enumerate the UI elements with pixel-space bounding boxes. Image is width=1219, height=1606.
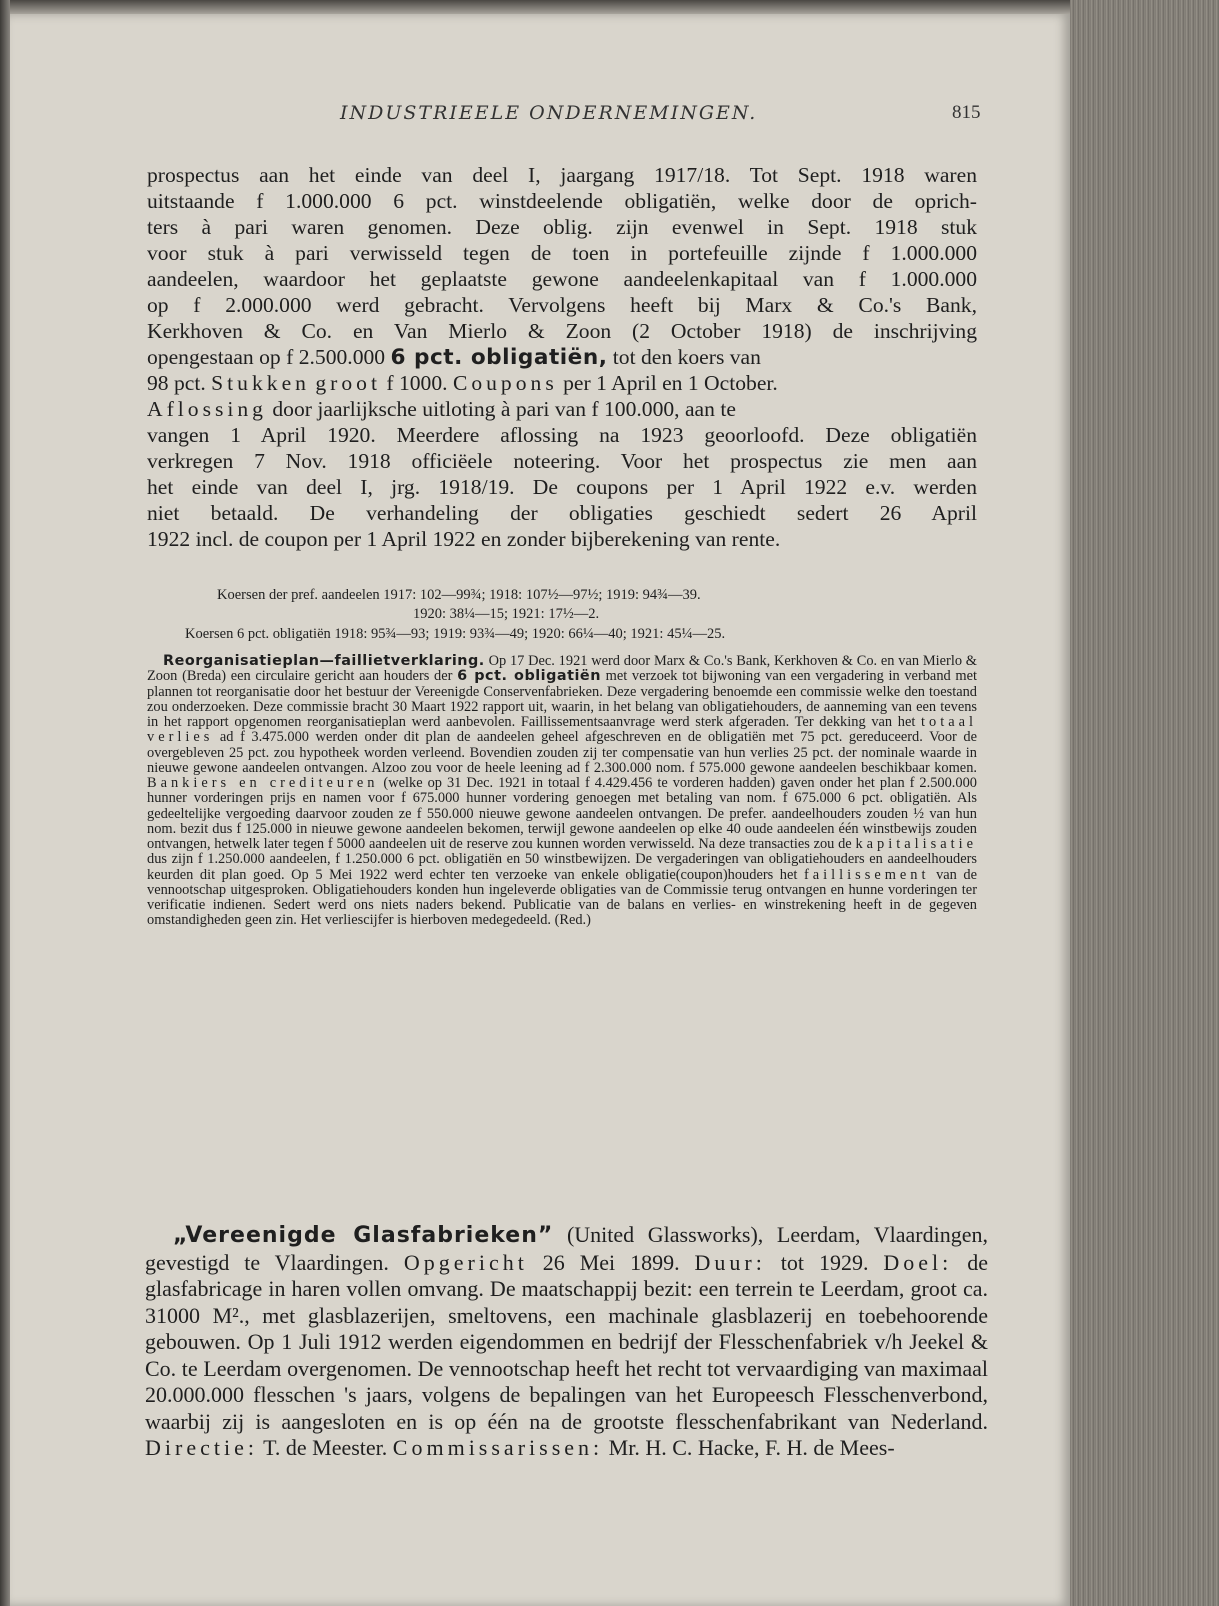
text-segment: van de vennootschap uitgesproken. Obligatiehouders konden hun ingeleverde obligaties van de Commissie terug ontvangen en hunne vorderingen ter verificatie indienen. Sedert werd ons niets naders bekend. Publicatie van de balans en verlies- en winstrekening heeft in de gegeven omstandigheden geen zin. Het verliescijfer is hierboven medegedeeld. (Red.): [147, 866, 978, 929]
text-line: vangen 1 April 1920. Meerdere aflossing na 1923 geoorloofd. Deze obligatiën: [147, 423, 977, 447]
text-segment: (welke op 31 Dec. 1921 in totaal f 4.429.456 te vorderen hadden) gaven onder het plan f 2.500.000 hunner vorderingen prijs en namen voor f 675.000 hunner vordering genoegen met betaling van nom. f 675.000 6 pct. obligatiën. Als gedeeltelijke vergoeding daarvoor zouden ze f 550.000 nieuwe gewone aandeelen ontvangen. De prefer. aandeelhouders zouden ½ van hun nom. bezit dus f 125.000 in nieuwe gewone aandeelen bekomen, terwijl gewone aandeelen op elke 40 oude aandeelen één winstbewijs zouden ontvangen, hetwelk later tegen f 5000 aandeelen uit de reserve zou kunnen worden verwisseld. Na deze transacties zou de: [147, 775, 977, 852]
text-line: ters à pari waren genomen. Deze oblig. zijn evenwel in Sept. 1918 stuk: [147, 215, 977, 239]
spaced-term: Aflossing: [147, 397, 267, 421]
text-segment: opengestaan op f 2.500.000: [147, 345, 391, 369]
text-segment: T. de Meester.: [257, 1435, 393, 1460]
text-line: [147, 396, 977, 422]
text-line: op f 2.000.000 werd gebracht. Vervolgens heeft bij Marx & Co.'s Bank,: [147, 293, 977, 317]
company-title: „Vereenigde Glasfabrieken”: [173, 1223, 554, 1248]
spaced-term: faillissement: [803, 866, 930, 883]
reorganisation-paragraph: [147, 654, 977, 929]
text-segment: door jaarlijksche uitloting à pari van f 100.000, aan te: [266, 397, 736, 421]
text-segment: de glasfabricage in haren vollen omvang. De maatschappij bezit: een terrein te Leerdam, groot ca. 31000 M²., met glasblazerijen, smeltovens, een machinale glasblazerij en toebehoorende gebouwen. Op 1 Juli 1912 werden eigendommen en bedrijf der Flesschenfabriek v/h Jeekel & Co. te Leerdam overgenomen. De vennootschap heeft het recht tot vervaardiging van maximaal 20.000.000 flesschen 's jaars, volgens de bepalingen van het Europeesch Flesschenverbond, waarbij zij is aangesloten en is op één na de grootste flesschenfabrikant van Nederland.: [145, 1249, 989, 1434]
text-segment: (United Glassworks), Leerdam, Vlaardingen, gevestigd te Vlaardingen.: [145, 1222, 988, 1275]
text-line: Kerkhoven & Co. en Van Mierlo & Zoon (2 October 1918) de inschrijving: [147, 319, 977, 343]
text-segment: tot 1929.: [765, 1249, 884, 1275]
spaced-term: Coupons: [452, 371, 558, 395]
page-top-shadow: [10, 0, 1070, 14]
text-segment: 26 Mei 1899.: [527, 1249, 695, 1275]
spaced-term: groot: [315, 371, 381, 395]
text-segment: 98 pct.: [147, 371, 212, 395]
text-segment: f 1000.: [380, 371, 453, 395]
spaced-term: Directie:: [145, 1435, 258, 1460]
spaced-term: Duur:: [694, 1249, 766, 1275]
spaced-term: Doel:: [883, 1249, 953, 1275]
spaced-term: Stukken: [211, 371, 310, 395]
text-segment: tot den koers van: [607, 345, 761, 369]
text-segment: met verzoek tot bijwoning van een vergadering in verband met plannen tot reorganisatie door het bestuur der Vereenigde Conservenfabrieken. Deze vergadering benoemde een commissie welke den toestand zou onderzoeken. Deze commissie bracht 30 Maart 1922 rapport uit, waarin, in het belang van obligatiehouders, de aanneming van een tevens in het rapport opgenomen reorganisatieplan werd aanbevolen. Faillissementsaanvrage werd sterk afgeraden. Ter dekking van het: [147, 668, 977, 730]
spaced-term: totaal verlies: [147, 714, 977, 746]
spaced-term: kapitalisatie: [855, 836, 977, 852]
text-line: het einde van deel I, jrg. 1918/19. De coupons per 1 April 1922 e.v. werden: [147, 475, 977, 499]
koersen-pref-line-cont: 1920: 38¼—15; 1921: 17½—2.: [413, 606, 600, 622]
text-line: aandeelen, waardoor het geplaatste gewone aandeelenkapitaal van f 1.000.000: [147, 267, 977, 291]
page-number: 815: [952, 102, 981, 123]
text-line: 1922 incl. de coupon per 1 April 1922 en zonder bijberekening van rente.: [147, 527, 781, 551]
bold-term: 6 pct. obligatiën,: [390, 345, 608, 370]
text-segment: dus zijn f 1.250.000 aandeelen, f 1.250.000 6 pct. obligatiën en 50 winstbewijzen. De vergaderingen van obligatiehouders en aandeelhouders keurden dit plan goed. Op 5 Mei 1922 werd echter ten verzoeke van enkele obligatie(coupon)houders het: [147, 851, 977, 883]
text-segment: Op 17 Dec. 1921 werd door Marx & Co.'s Bank, Kerkhoven & Co. en van Mierlo & Zoon (Breda) een circulaire gericht aan houders der: [147, 653, 977, 685]
text-segment: ad f 3.475.000 werden onder dit plan de aandeelen geheel afgeschreven en de obligatiën met 75 pct. gereduceerd. Voor de overgebleven 25 pct. zou hypotheek worden verleend. Bovendien zouden zij ter compensatie van hun verlies 25 pct. der nominale waarde in nieuwe gewone aandeelen ontvangen. Alzoo zou voor de heele leening ad f 2.300.000 nom. f 575.000 gewone aandeelen beschikbaar komen.: [147, 729, 977, 776]
text-line: niet betaald. De verhandeling der obligaties geschiedt sedert 26 April: [147, 501, 977, 525]
text-segment: Mr. H. C. Hacke, F. H. de Mees-: [603, 1435, 895, 1460]
text-line: [147, 344, 977, 371]
text-line: verkregen 7 Nov. 1918 officiëele noteering. Voor het prospectus zie men aan: [147, 449, 977, 473]
text-segment: per 1 April en 1 October.: [557, 371, 778, 395]
spaced-term: Opgericht: [403, 1249, 528, 1275]
text-line: prospectus aan het einde van deel I, jaargang 1917/18. Tot Sept. 1918 waren: [147, 163, 977, 187]
page-content: [10, 14, 1070, 1606]
book-spine-shadow: [0, 0, 10, 1606]
running-head: INDUSTRIEELE ONDERNEMINGEN.: [340, 102, 758, 124]
scanned-page: [10, 14, 1070, 1606]
koersen-obligaties-line: Koersen 6 pct. obligatiën 1918: 95¾—93; 1919: 93¾—49; 1920: 66¼—40; 1921: 45¼—25.: [185, 626, 726, 642]
book-page-edges: [1070, 0, 1219, 1606]
reorg-heading: Reorganisatieplan—faillietverklaring.: [163, 653, 485, 669]
text-line: voor stuk à pari verwisseld tegen de toen in portefeuille zijnde f 1.000.000: [147, 241, 977, 265]
text-line: uitstaande f 1.000.000 6 pct. winstdeelende obligatiën, welke door de oprich-: [147, 189, 977, 213]
spaced-term: Commissarissen:: [392, 1435, 604, 1460]
vereenigde-glasfabrieken-paragraph: [145, 1222, 988, 1462]
spaced-term: Bankiers en crediteuren: [147, 775, 379, 791]
bold-term: 6 pct. obligatiën: [457, 668, 601, 685]
text-line: [147, 370, 977, 396]
koersen-pref-line: Koersen der pref. aandeelen 1917: 102—99¾; 1918: 107½—97½; 1919: 94¾—39.: [217, 587, 701, 603]
